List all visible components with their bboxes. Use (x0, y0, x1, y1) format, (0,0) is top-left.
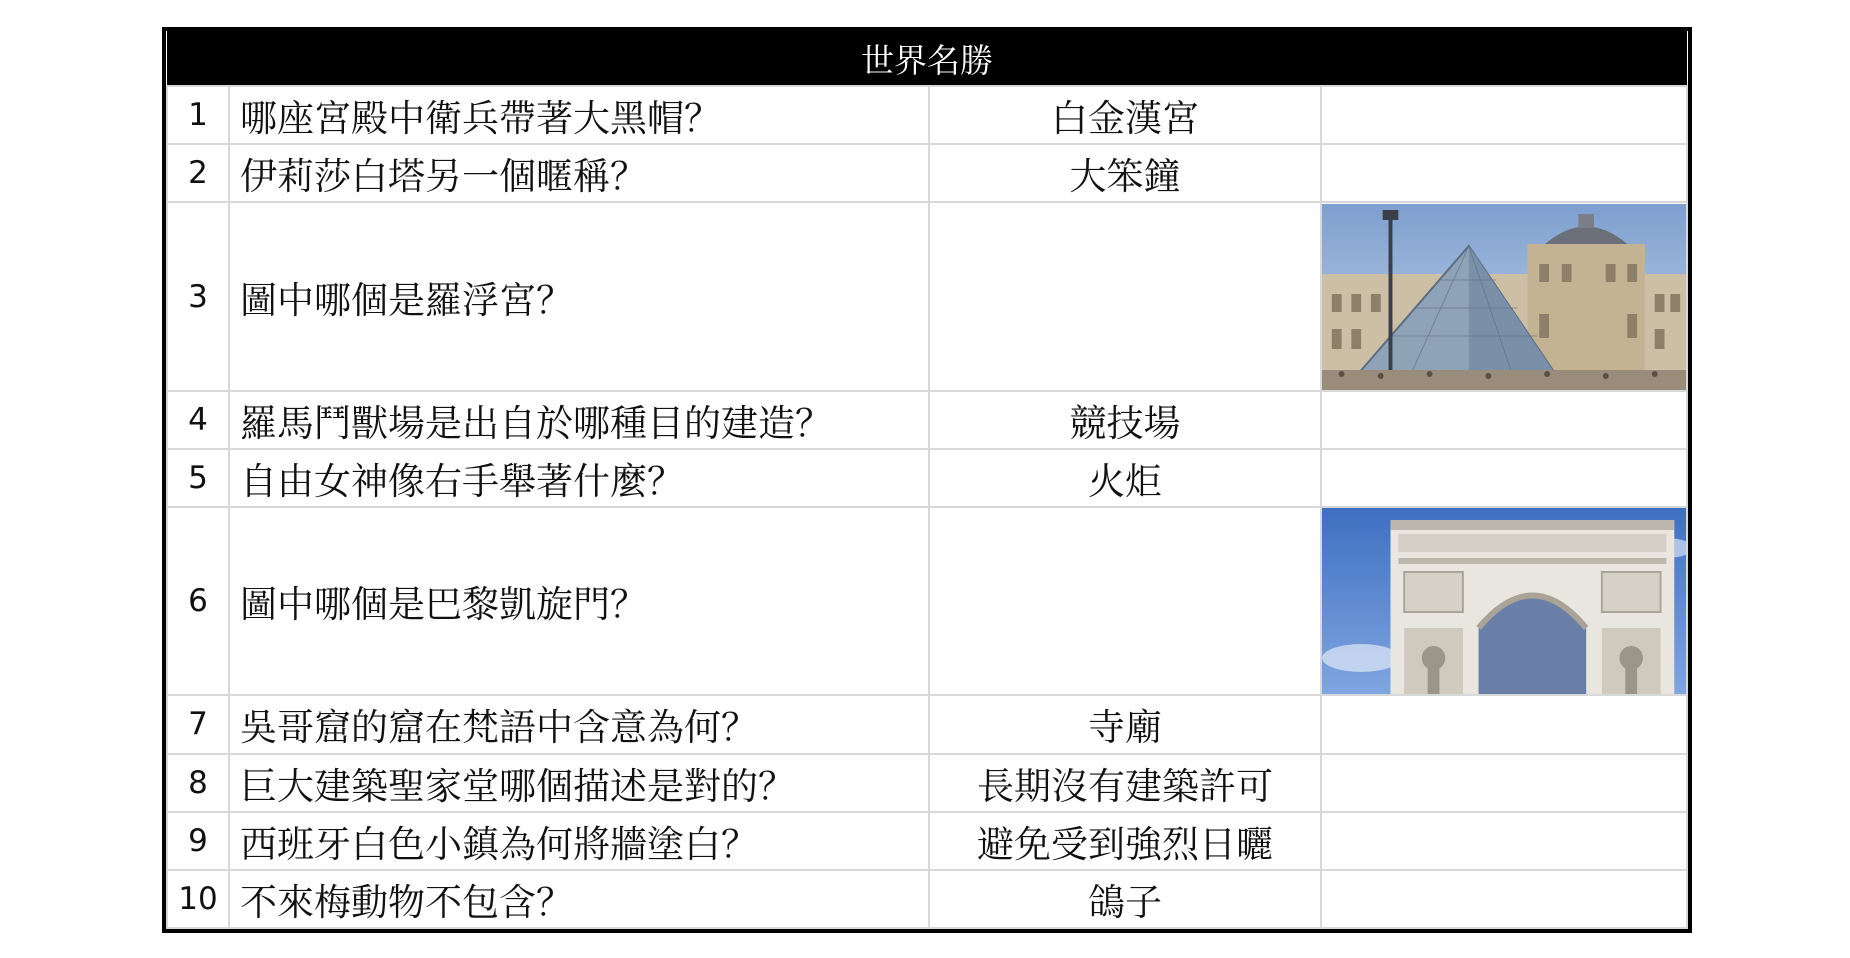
table-row (167, 86, 1687, 144)
image-cell (1321, 391, 1687, 449)
question-cell: 吳哥窟的窟在梵語中含意為何？ (229, 695, 929, 753)
answer-cell: 競技場 (929, 391, 1321, 449)
question-cell: 哪座宮殿中衛兵帶著大黑帽？ (229, 86, 929, 144)
row-number: 6 (167, 507, 229, 695)
answer-cell: 避免受到強烈日曬 (929, 812, 1321, 870)
louvre-pyramid-photo (1322, 204, 1686, 390)
question-cell: 羅馬鬥獸場是出自於哪種目的建造？ (229, 391, 929, 449)
image-cell (1321, 812, 1687, 870)
table-row (167, 754, 1687, 812)
image-cell (1321, 507, 1687, 695)
question-cell: 圖中哪個是巴黎凱旋門？ (229, 507, 929, 695)
question-cell: 巨大建築聖家堂哪個描述是對的？ (229, 754, 929, 812)
row-number: 8 (167, 754, 229, 812)
answer-cell: 寺廟 (929, 695, 1321, 753)
row-number: 7 (167, 695, 229, 753)
answer-cell: 鴿子 (929, 870, 1321, 928)
arc-de-triomphe-photo (1322, 508, 1686, 694)
question-cell: 圖中哪個是羅浮宮？ (229, 202, 929, 390)
image-cell (1321, 754, 1687, 812)
image-cell (1321, 86, 1687, 144)
table-row (167, 144, 1687, 202)
question-cell: 自由女神像右手舉著什麼？ (229, 449, 929, 507)
row-number: 3 (167, 202, 229, 390)
image-cell (1321, 144, 1687, 202)
answer-cell: 大笨鐘 (929, 144, 1321, 202)
row-number: 4 (167, 391, 229, 449)
answer-cell: 長期沒有建築許可 (929, 754, 1321, 812)
answer-cell (929, 507, 1321, 695)
row-number: 9 (167, 812, 229, 870)
question-cell: 伊莉莎白塔另一個暱稱？ (229, 144, 929, 202)
table-row (167, 449, 1687, 507)
table-row (167, 507, 1687, 695)
image-cell (1321, 870, 1687, 928)
table-row (167, 695, 1687, 753)
table-title: 世界名勝 (167, 31, 1687, 86)
question-cell: 不來梅動物不包含？ (229, 870, 929, 928)
image-cell (1321, 695, 1687, 753)
image-cell (1321, 202, 1687, 390)
quiz-table (166, 31, 1688, 929)
answer-cell: 火炬 (929, 449, 1321, 507)
answer-cell (929, 202, 1321, 390)
table-row (167, 202, 1687, 390)
question-cell: 西班牙白色小鎮為何將牆塗白？ (229, 812, 929, 870)
row-number: 2 (167, 144, 229, 202)
table-row (167, 870, 1687, 928)
row-number: 10 (167, 870, 229, 928)
row-number: 1 (167, 86, 229, 144)
quiz-table-container (162, 27, 1692, 933)
image-cell (1321, 449, 1687, 507)
answer-cell: 白金漢宮 (929, 86, 1321, 144)
table-row (167, 391, 1687, 449)
table-row (167, 812, 1687, 870)
row-number: 5 (167, 449, 229, 507)
